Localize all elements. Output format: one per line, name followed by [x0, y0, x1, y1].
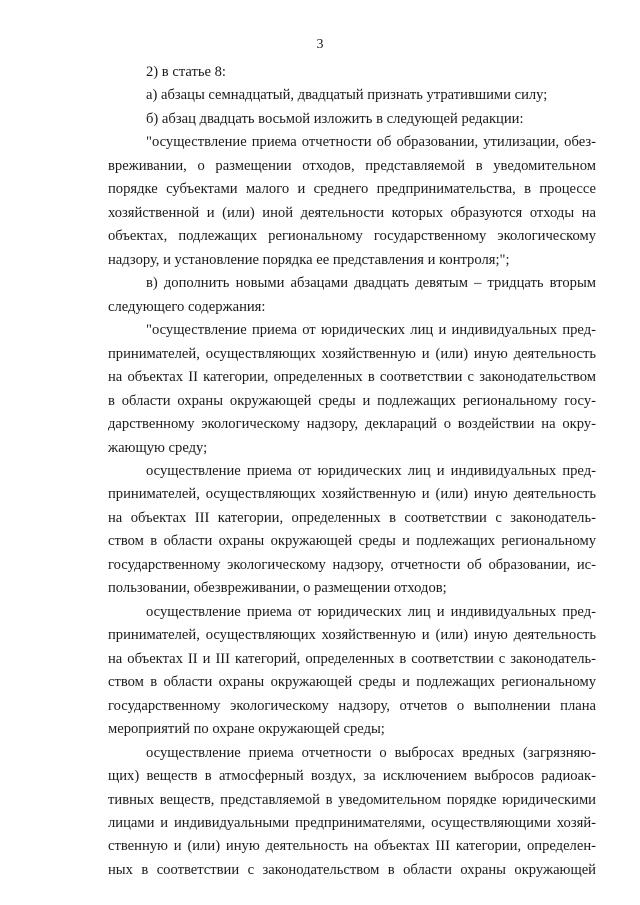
text-line: ством в области охраны окружающей среды и подлежащих региональному — [108, 533, 596, 550]
text-line: мероприятий по охране окружающей среды; — [108, 721, 385, 738]
text-line: "осуществление приема отчетности об образовании, утилизации, обез- — [146, 134, 596, 151]
text-line: ством в области охраны окружающей среды и подлежащих региональному — [108, 674, 596, 691]
text-line: на объектах II и III категорий, определенных в соответствии с законодатель- — [108, 650, 596, 667]
text-line: б) абзац двадцать восьмой изложить в следующей редакции: — [146, 110, 524, 127]
text-line: тивных веществ, представляемой в уведомительном порядке юридическими — [108, 791, 596, 808]
text-line: пользовании, обезвреживании, о размещении отходов; — [108, 580, 447, 597]
text-line: дарственному экологическому надзору, деклараций о воздействии на окру- — [108, 416, 596, 433]
text-line: осуществление приема от юридических лиц и индивидуальных пред- — [146, 462, 596, 479]
text-line: принимателей, осуществляющих хозяйственную и (или) иную деятельность — [108, 627, 596, 644]
text-line: ных в соответствии с законодательством в области охраны окружающей — [108, 861, 596, 878]
text-line: жающую среду; — [108, 439, 208, 456]
text-line: щих) веществ в атмосферный воздух, за исключением выбросов радиоак- — [108, 768, 596, 785]
document-body — [108, 61, 596, 882]
text-line: лицами и индивидуальными предпринимателями, осуществляющими хозяй- — [108, 815, 596, 831]
text-line: государственному экологическому надзору, отчетов о выполнении плана — [108, 697, 596, 714]
text-line: осуществление приема отчетности о выбросах вредных (загрязняю- — [146, 744, 596, 761]
text-line: порядке субъектами малого и среднего предпринимательства, в процессе — [108, 181, 596, 198]
text-line: 2) в статье 8: — [146, 64, 226, 80]
page-number: 3 — [316, 37, 324, 52]
text-line: а) абзацы семнадцатый, двадцатый признать утратившими силу; — [146, 87, 548, 104]
text-line: осуществление приема от юридических лиц и индивидуальных пред- — [146, 603, 596, 620]
text-line: в области охраны окружающей среды и подлежащих региональному госу- — [108, 392, 596, 409]
text-line: хозяйственной и (или) иной деятельности которых образуются отходы на — [108, 204, 596, 221]
text-line: принимателей, осуществляющих хозяйственную и (или) иную деятельность — [108, 486, 596, 503]
text-line: надзору, и установление порядка ее представления и контроля;"; — [108, 251, 510, 268]
text-line: вреживании, о размещении отходов, представляемой в уведомительном — [108, 157, 596, 174]
text-line: на объектах II категории, определенных в соответствии с законодательством — [108, 369, 596, 386]
text-line: "осуществление приема от юридических лиц и индивидуальных пред- — [146, 322, 596, 339]
text-line: государственному экологическому надзору, отчетности об образовании, ис- — [108, 556, 596, 573]
text-line: принимателей, осуществляющих хозяйственную и (или) иную деятельность — [108, 345, 596, 362]
text-line: следующего содержания: — [108, 298, 266, 315]
text-line: ственную и (или) иную деятельность на объектах III категории, определен- — [108, 838, 596, 855]
text-line: в) дополнить новыми абзацами двадцать девятым – тридцать вторым — [146, 275, 596, 292]
text-line: объектах, подлежащих региональному государственному экологическому — [108, 228, 596, 245]
text-line: на объектах III категории, определенных в соответствии с законодатель- — [108, 509, 596, 526]
